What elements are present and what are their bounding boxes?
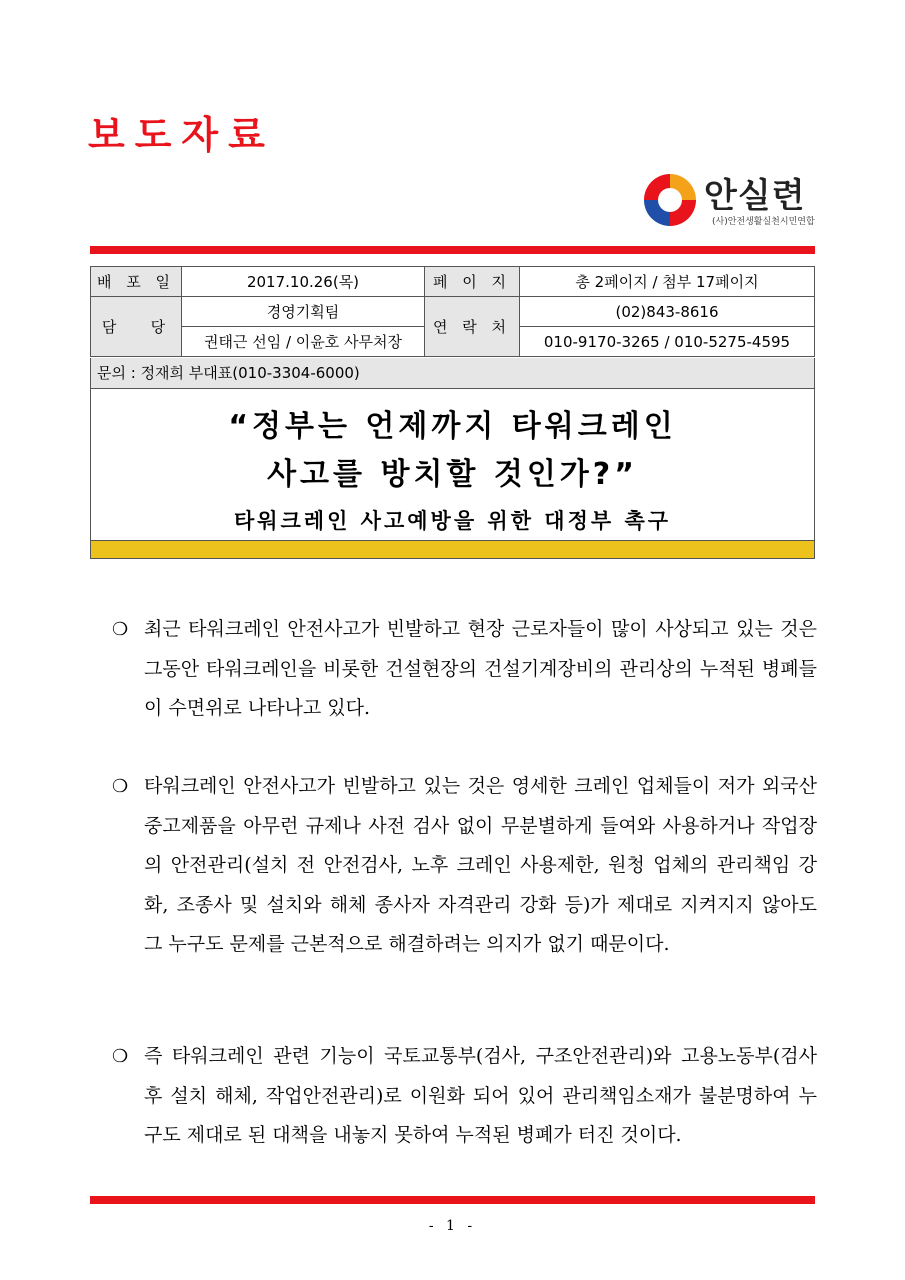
pages-count: 총 2페이지 / 첨부 17페이지 [520,267,815,297]
paragraph-2 [112,767,817,965]
release-date-label: 배 포 일 [91,267,182,297]
contact-person-label: 담 당 [91,297,182,357]
circle-bullet-icon: ❍ [112,619,129,640]
department: 경영기획팀 [182,297,425,327]
inquiry-line: 문의 : 정재희 부대표(010-3304-6000) [90,358,815,389]
bottom-red-divider [90,1196,815,1204]
contact-label: 연 락 처 [425,297,520,357]
logo-name: 안실련 [704,176,806,216]
title-box [90,389,815,541]
contact-persons: 권태근 선임 / 이윤호 사무처장 [182,327,425,357]
subtitle: 타워크레인 사고예방을 위한 대정부 촉구 [233,509,672,533]
circle-bullet-icon: ❍ [112,1046,129,1067]
puzzle-logo-icon [642,172,698,228]
paragraph-2-text: 타워크레인 안전사고가 빈발하고 있는 것은 영세한 크레인 업체들이 저가 외국산 중고제품을 아무런 규제나 사전 검사 없이 무분별하게 들여와 사용하거나 작업장의 안전관리(설치 전 안전검사, 노후 크레인 사용제한, 원청 업체의 관리책임 강화, 조종사 및 설치와 해체 종사자 자격관리 강화 등)가 제대로 지켜지지 않아도 그 누구도 문제를 근본적으로 해결하려는 의지가 없기 때문이다. [144,775,817,955]
paragraph-3-text: 즉 타워크레인 관련 기능이 국토교통부(검사, 구조안전관리)와 고용노동부(검사 후 설치 해체, 작업안전관리)로 이원화 되어 있어 관리책임소재가 불분명하여 누구도 제대로 된 대책을 내놓지 못하여 누적된 병폐가 터진 것이다. [144,1045,817,1146]
organization-logo [642,170,822,232]
page-number: - 1 - [428,1218,477,1234]
pages-label: 페 이 지 [425,267,520,297]
circle-bullet-icon: ❍ [112,776,129,797]
office-phone: (02)843-8616 [520,297,815,327]
gold-divider [90,541,815,559]
logo-subtitle: (사)안전생활실천시민연합 [712,217,815,227]
release-date: 2017.10.26(목) [182,267,425,297]
press-info-table [90,266,815,357]
press-release-heading: 보도자료 [88,113,275,157]
paragraph-1 [112,610,817,729]
title-line-2: 사고를 방치할 것인가?” [267,457,638,492]
top-red-divider [90,246,815,254]
mobile-phones: 010-9170-3265 / 010-5275-4595 [520,327,815,357]
paragraph-3 [112,1037,817,1156]
paragraph-1-text: 최근 타워크레인 안전사고가 빈발하고 현장 근로자들이 많이 사상되고 있는 것은 그동안 타워크레인을 비롯한 건설현장의 건설기계장비의 관리상의 누적된 병폐들이 수면위로 나타나고 있다. [144,618,817,719]
title-line-1: “정부는 언제까지 타워크레인 [228,409,677,444]
